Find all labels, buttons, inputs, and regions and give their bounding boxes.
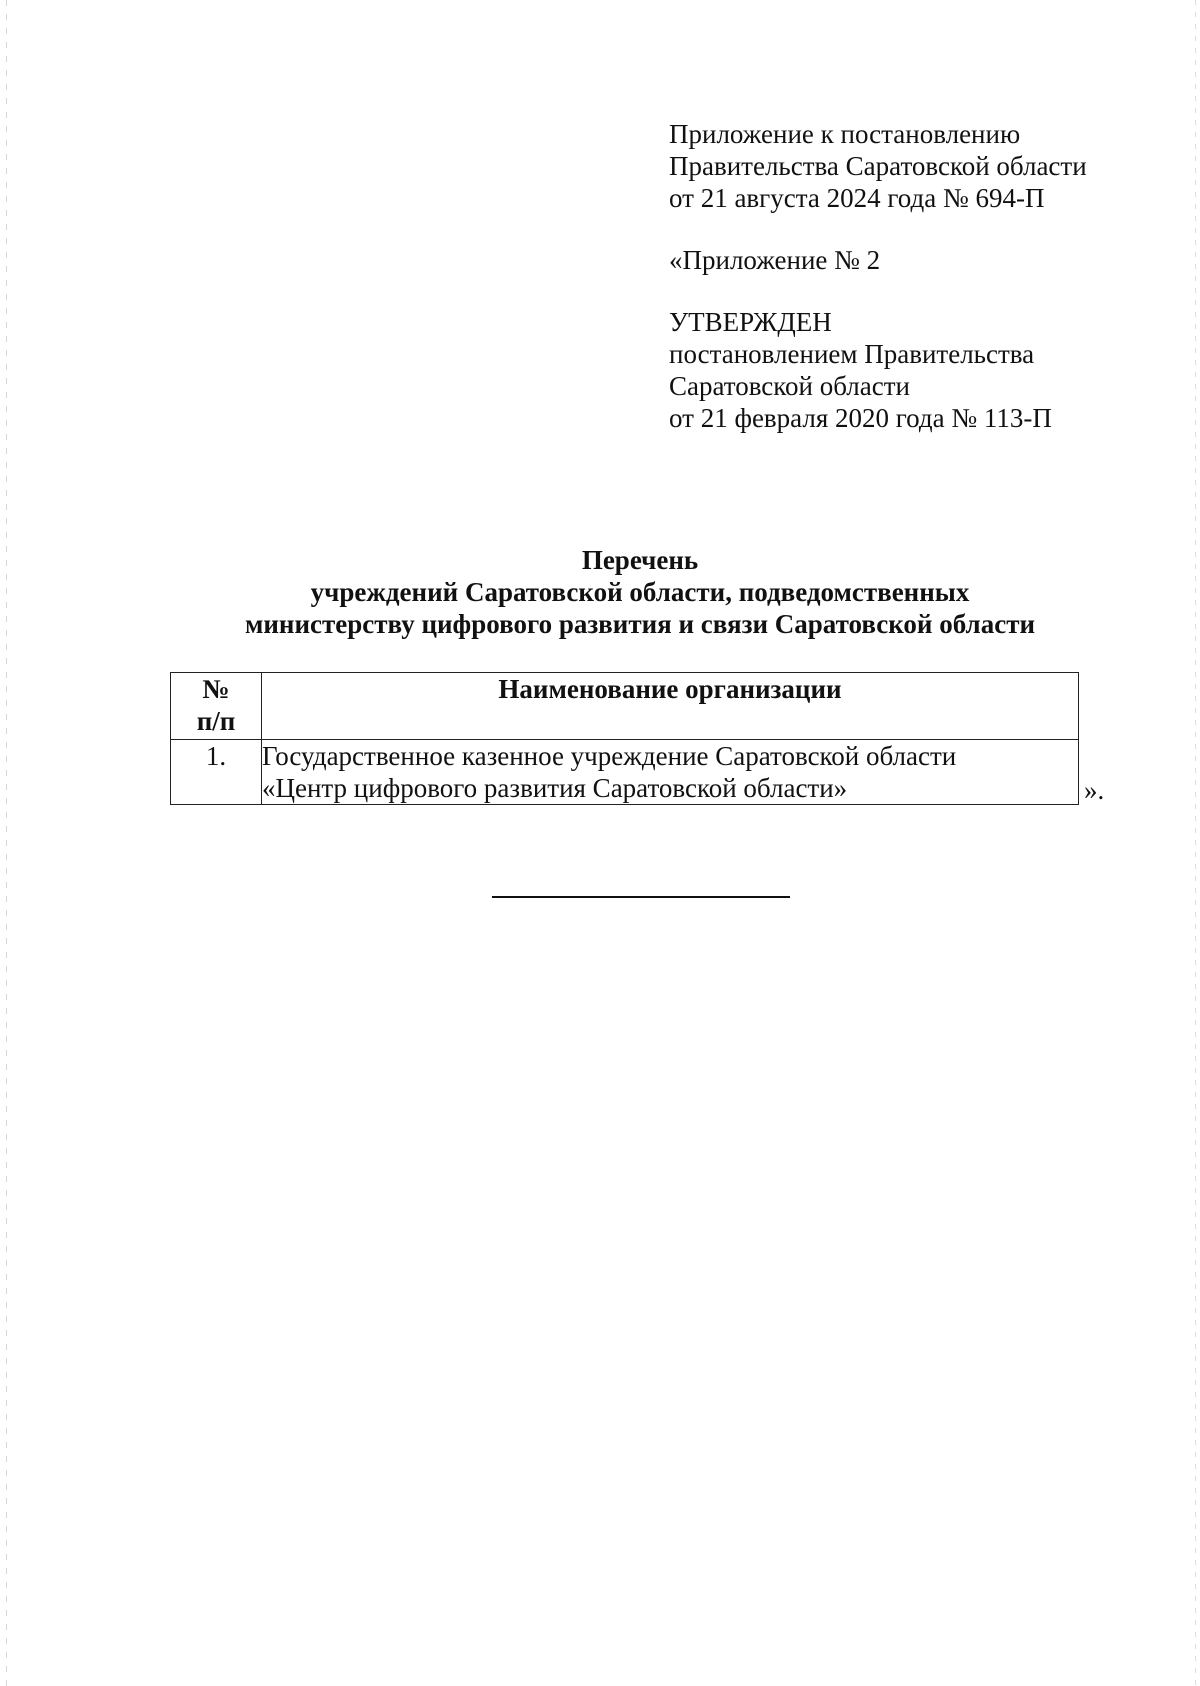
approval-line: от 21 февраля 2020 года № 113-П bbox=[669, 403, 1052, 433]
spacer bbox=[669, 276, 1169, 306]
approval-line: от 21 августа 2024 года № 694-П bbox=[669, 183, 1045, 213]
approval-line: Правительства Саратовской области bbox=[669, 151, 1087, 181]
end-of-document-rule bbox=[492, 896, 790, 898]
approval-line: Саратовской области bbox=[669, 371, 910, 401]
closing-quote: ». bbox=[1084, 775, 1105, 805]
header-name: Наименование организации bbox=[262, 673, 1079, 740]
scan-edge-right bbox=[1195, 0, 1196, 1686]
approved-heading: УТВЕРЖДЕН bbox=[669, 307, 832, 337]
title-line: министерству цифрового развития и связи Саратовской области bbox=[244, 609, 1036, 639]
organizations-table bbox=[170, 672, 1079, 805]
organization-name-line: «Центр цифрового развития Саратовской области» bbox=[262, 773, 848, 803]
table-row bbox=[171, 740, 1079, 805]
table-header-row bbox=[171, 673, 1079, 740]
spacer bbox=[669, 214, 1169, 244]
approval-block bbox=[669, 118, 1169, 434]
approval-line: постановлением Правительства bbox=[669, 339, 1035, 369]
document-title bbox=[160, 544, 1120, 640]
header-number bbox=[171, 673, 262, 740]
title-line: учреждений Саратовской области, подведомственных bbox=[310, 577, 970, 607]
appendix-number: «Приложение № 2 bbox=[669, 245, 881, 275]
row-number: 1. bbox=[171, 740, 262, 805]
row-organization-name bbox=[262, 740, 1079, 805]
header-number-line: № bbox=[202, 674, 230, 704]
organization-name-line: Государственное казенное учреждение Саратовской области bbox=[262, 741, 957, 771]
scan-edge-left bbox=[6, 0, 7, 1686]
approval-line: Приложение к постановлению bbox=[669, 119, 1021, 149]
title-line: Перечень bbox=[581, 545, 699, 575]
header-number-line: п/п bbox=[196, 706, 236, 736]
